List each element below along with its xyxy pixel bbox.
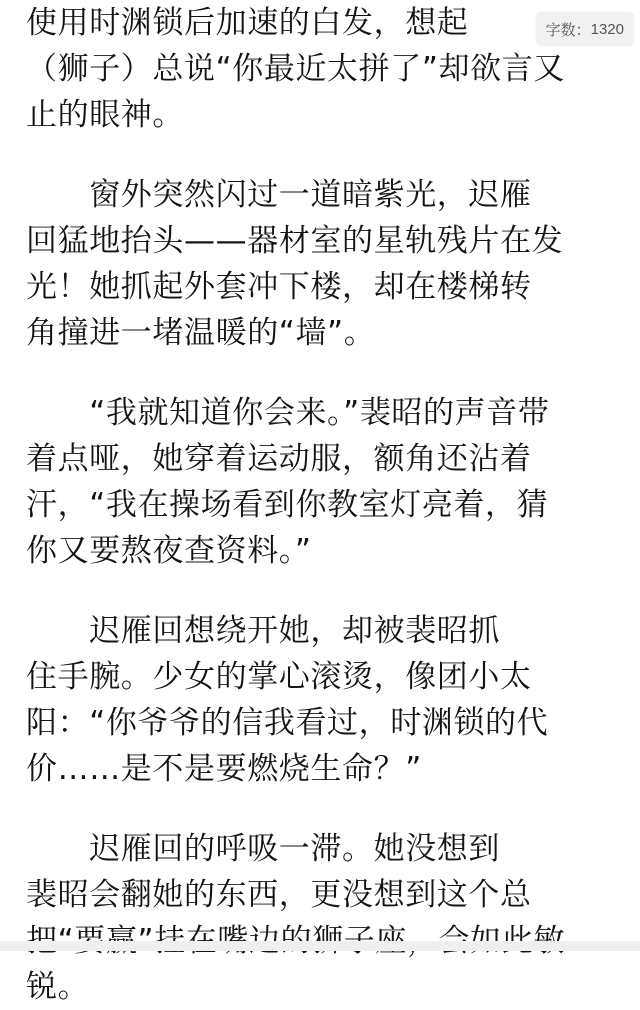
bottom-edge-bar [0,941,640,951]
paragraph-5 [26,826,626,1010]
paragraph-3 [26,390,626,574]
paragraph-spacer [26,792,626,826]
word-count-label: 字数： [545,21,591,39]
text-line: 止的眼神。 [26,97,184,133]
word-count-badge [536,12,634,46]
article-body [26,0,626,1010]
paragraph-spacer [26,356,626,390]
text-line: 价……是不是要燃烧生命？” [26,751,422,787]
text-line: 角撞进一堵温暖的“墙”。 [26,315,376,351]
text-line: 回猛地抬头——器材室的星轨残片在发 [26,223,564,259]
text-line: 使用时渊锁后加速的白发，想起 [26,5,469,41]
text-line: 你又要熬夜查资料。” [26,533,312,569]
text-line: 阳：“你爷爷的信我看过，时渊锁的代 [26,705,549,741]
paragraph-4 [26,608,626,792]
text-line: 迟雁回想绕开她，却被裴昭抓 [26,613,500,649]
text-line: 住手腕。少女的掌心滚烫，像团小太 [26,659,532,695]
text-line: 锐。 [26,969,90,1005]
paragraph-2 [26,172,626,356]
text-line: 汗，“我在操场看到你教室灯亮着，猜 [26,487,549,523]
text-line: 窗外突然闪过一道暗紫光，迟雁 [26,177,532,213]
text-line: 裴昭会翻她的东西，更没想到这个总 [26,877,532,913]
text-line: “我就知道你会来。”裴昭的声音带 [26,395,550,431]
paragraph-spacer [26,138,626,172]
text-line: 着点哑，她穿着运动服，额角还沾着 [26,441,532,477]
word-count-value: 1320 [590,20,624,38]
paragraph-spacer [26,574,626,608]
text-line: （狮子）总说“你最近太拼了”却欲言又 [26,51,565,87]
text-line: 迟雁回的呼吸一滞。她没想到 [26,831,500,867]
text-line: 光！她抓起外套冲下楼，却在楼梯转 [26,269,532,305]
